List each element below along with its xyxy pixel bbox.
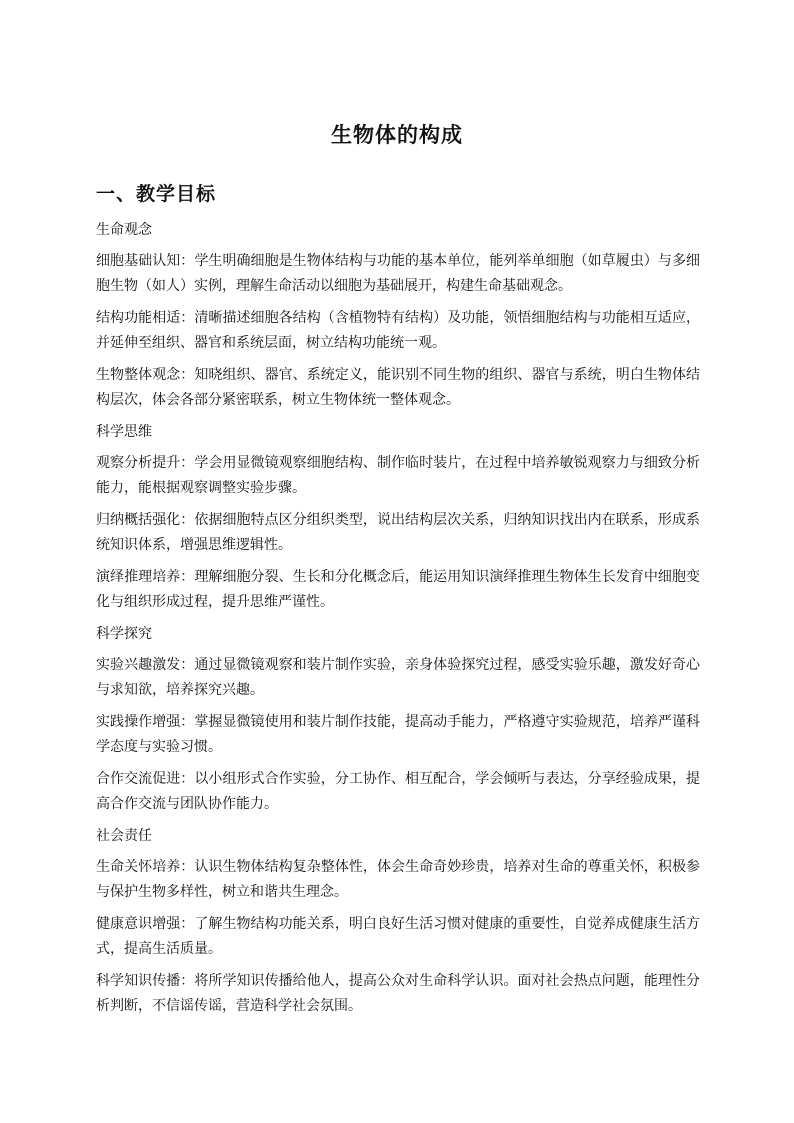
- objective-item: [96, 249, 700, 298]
- objective-group: [96, 218, 700, 412]
- objective-label: 实践操作增强：: [96, 714, 195, 730]
- objectives-content: [96, 218, 700, 1026]
- objective-item: [96, 710, 700, 759]
- document-title: 生物体的构成: [331, 123, 463, 147]
- objective-group: [96, 824, 700, 1018]
- objective-text: 学会用显微镜观察细胞结构、制作临时装片，在过程中培养敏锐观察力与细致分析能力，能根据观察调整实验步骤。: [96, 455, 701, 496]
- objective-label: 观察分析提升：: [96, 455, 195, 471]
- objective-label: 生物整体观念：: [96, 367, 195, 383]
- category-heading: 科学探究: [96, 626, 152, 642]
- objective-label: 结构功能相适：: [96, 310, 195, 326]
- objective-label: 归纳概括强化：: [96, 512, 195, 528]
- objective-text: 认识生物体结构复杂整体性，体会生命奇妙珍贵，培养对生命的尊重关怀，积极参与保护生物多样性，树立和谐共生理念。: [96, 859, 701, 900]
- category-heading: 社会责任: [96, 828, 152, 844]
- objective-group: [96, 420, 700, 614]
- objective-text: 清晰描述细胞各结构（含植物特有结构）及功能，领悟细胞结构与功能相互适应，并延伸至组织、器官和系统层面，树立结构功能统一观。: [96, 310, 701, 351]
- objective-text: 以小组形式合作实验，分工协作、相互配合，学会倾听与表达，分享经验成果，提高合作交流与团队协作能力。: [96, 771, 701, 812]
- objective-item: [96, 767, 700, 816]
- objective-label: 实验兴趣激发：: [96, 657, 195, 673]
- objective-item: [96, 306, 700, 355]
- category-heading: 科学思维: [96, 424, 152, 440]
- objective-item: [96, 855, 700, 904]
- objective-text: 理解细胞分裂、生长和分化概念后，能运用知识演绎推理生物体生长发育中细胞变化与组织形成过程，提升思维严谨性。: [96, 569, 701, 610]
- objective-item: [96, 363, 700, 412]
- objective-label: 科学知识传播：: [96, 973, 195, 989]
- objective-label: 演绎推理培养：: [96, 569, 195, 585]
- objective-text: 通过显微镜观察和装片制作实验，亲身体验探究过程，感受实验乐趣，激发好奇心与求知欲，培养探究兴趣。: [96, 657, 701, 698]
- objective-label: 生命关怀培养：: [96, 859, 195, 875]
- objective-text: 将所学知识传播给他人，提高公众对生命科学认识。面对社会热点问题，能理性分析判断，不信谣传谣，营造科学社会氛围。: [96, 973, 701, 1014]
- objective-item: [96, 912, 700, 961]
- objective-label: 合作交流促进：: [96, 771, 195, 787]
- objective-label: 细胞基础认知：: [96, 253, 195, 269]
- objective-text: 了解生物结构功能关系，明白良好生活习惯对健康的重要性，自觉养成健康生活方式，提高生活质量。: [96, 916, 701, 957]
- objective-text: 知晓组织、器官、系统定义，能识别不同生物的组织、器官与系统，明白生物体结构层次，体会各部分紧密联系，树立生物体统一整体观念。: [96, 367, 701, 408]
- objective-label: 健康意识增强：: [96, 916, 195, 932]
- objective-text: 掌握显微镜使用和装片制作技能，提高动手能力，严格遵守实验规范，培养严谨科学态度与实验习惯。: [96, 714, 701, 755]
- objective-item: [96, 508, 700, 557]
- objective-text: 依据细胞特点区分组织类型，说出结构层次关系，归纳知识找出内在联系，形成系统知识体系，增强思维逻辑性。: [96, 512, 701, 553]
- category-heading: 生命观念: [96, 222, 152, 238]
- objective-item: [96, 969, 700, 1018]
- objective-item: [96, 451, 700, 500]
- objective-group: [96, 622, 700, 816]
- objective-item: [96, 653, 700, 702]
- section-heading: 一、教学目标: [96, 183, 217, 205]
- objective-item: [96, 565, 700, 614]
- objective-text: 学生明确细胞是生物体结构与功能的基本单位，能列举单细胞（如草履虫）与多细胞生物（如人）实例，理解生命活动以细胞为基础展开，构建生命基础观念。: [96, 253, 701, 294]
